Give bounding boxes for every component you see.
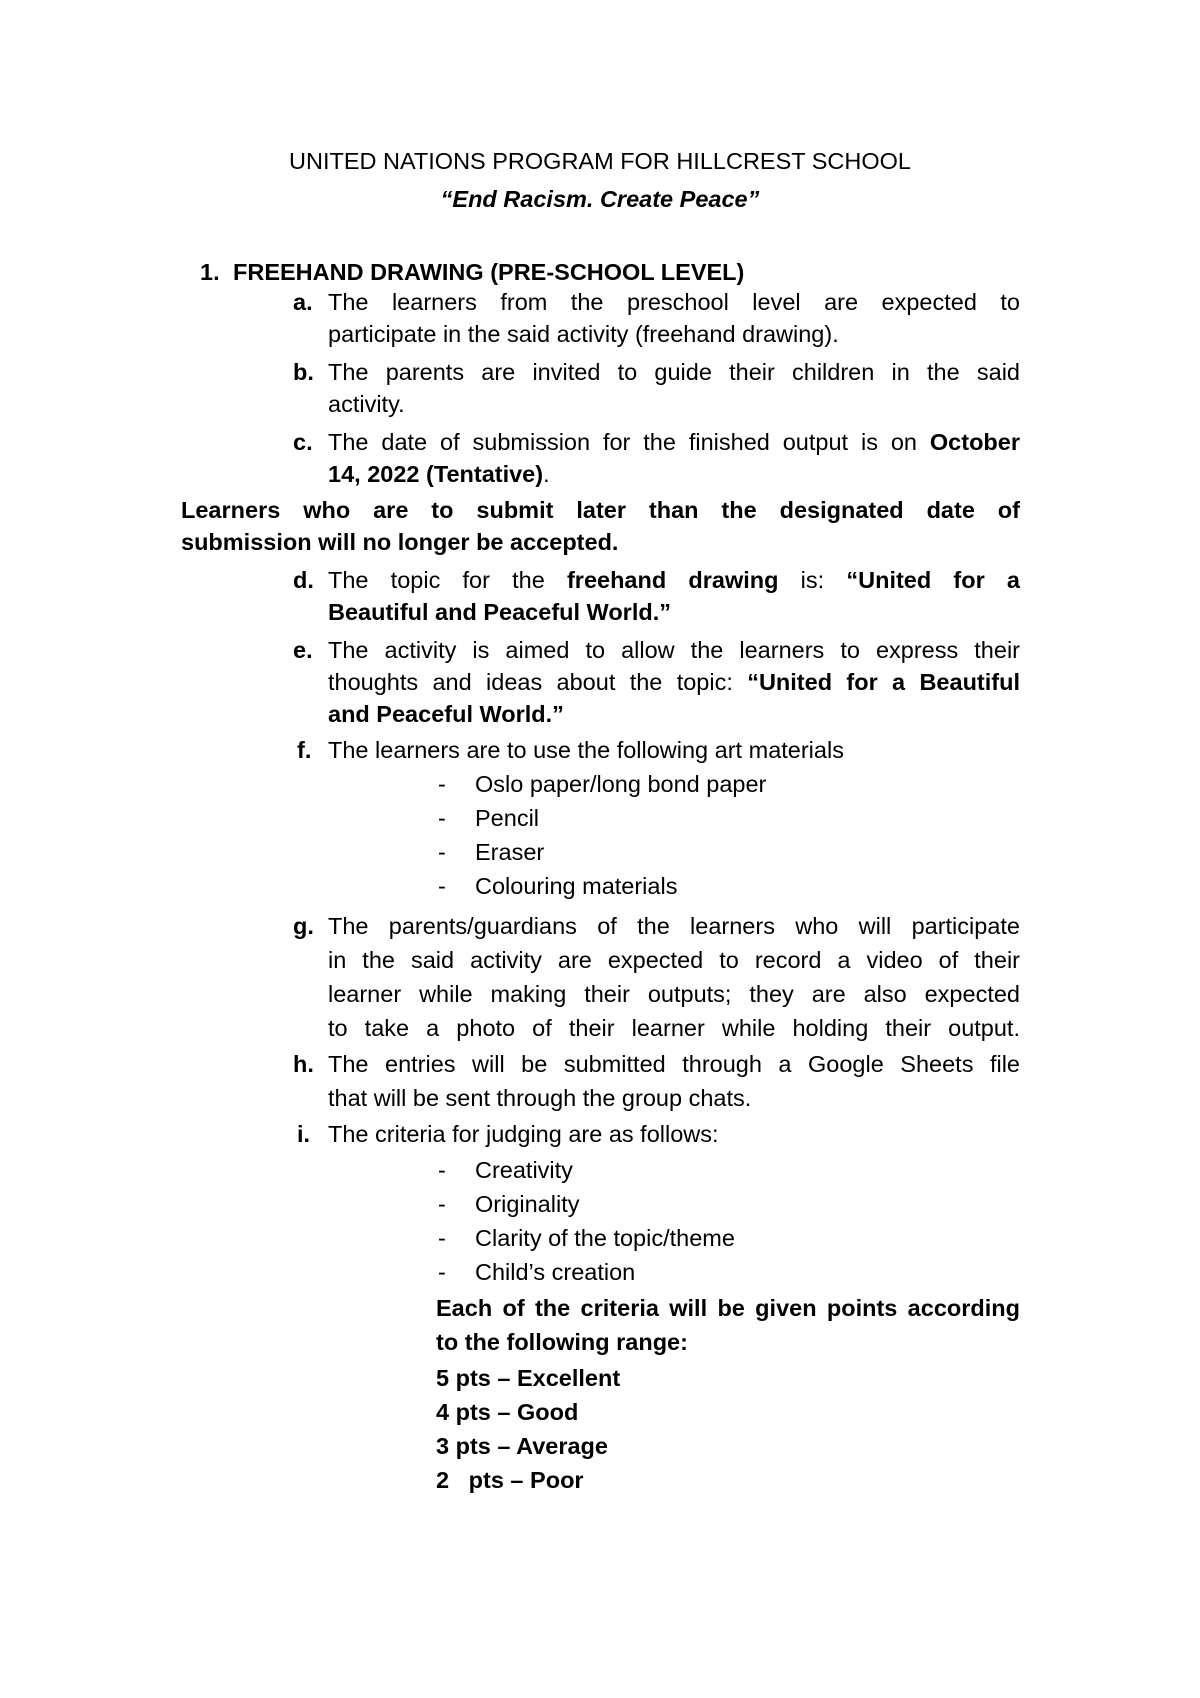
material-dash: - [438, 771, 446, 797]
item-f-line1: The learners are to use the following art materials [328, 737, 844, 763]
material-item: Pencil [475, 805, 540, 831]
item-c-period: . [543, 461, 550, 487]
item-e-line3: and Peaceful World.” [328, 701, 564, 727]
item-d-freehand: freehand drawing [566, 567, 779, 593]
item-b-line1: The parents are invited to guide their children in the said [328, 359, 1020, 385]
item-g-line2: in the said activity are expected to record a video of their [328, 947, 1020, 973]
late-submission-warning-line1: Learners who are to submit later than the designated date of [181, 497, 1020, 523]
item-d-label: d. [293, 567, 314, 593]
late-submission-warning-line2: submission will no longer be accepted. [181, 529, 619, 555]
item-e-line2 [328, 666, 1020, 698]
section-heading: FREEHAND DRAWING (PRE-SCHOOL LEVEL) [233, 259, 745, 285]
item-h-line2: that will be sent through the group chats. [328, 1085, 752, 1111]
item-g-line4: to take a photo of their learner while holding their output. [328, 1015, 1020, 1041]
item-e-line1: The activity is aimed to allow the learners to express their [328, 637, 1020, 663]
item-b-label: b. [293, 359, 314, 385]
item-c-line1-text: The date of submission for the finished output is on [328, 429, 930, 455]
criteria-item: Clarity of the topic/theme [475, 1225, 735, 1251]
item-g-line1: The parents/guardians of the learners who will participate [328, 913, 1020, 939]
criteria-item: Child’s creation [475, 1259, 636, 1285]
item-e-topic-start: “United for a Beautiful [747, 669, 1020, 695]
material-item: Oslo paper/long bond paper [475, 771, 767, 797]
criteria-dash: - [438, 1225, 446, 1251]
item-d-line1 [328, 564, 1020, 596]
item-c-date: 14, 2022 (Tentative) [328, 461, 544, 487]
item-a-line2: participate in the said activity (freehand drawing). [328, 321, 839, 347]
item-c-date-month: October [929, 429, 1020, 455]
points-item: 2 pts – Poor [436, 1467, 584, 1493]
item-h-line1: The entries will be submitted through a Google Sheets file [328, 1051, 1020, 1077]
item-d-topic-start: “United for a [846, 567, 1020, 593]
item-c-line2 [328, 458, 550, 490]
item-f-label: f. [297, 737, 312, 763]
criteria-item: Creativity [475, 1157, 573, 1183]
item-d-line2: Beautiful and Peaceful World.” [328, 599, 671, 625]
criteria-dash: - [438, 1157, 446, 1183]
points-intro-line1: Each of the criteria will be given points according [436, 1295, 1020, 1321]
material-item: Eraser [475, 839, 545, 865]
document-title: UNITED NATIONS PROGRAM FOR HILLCREST SCHOOL [289, 148, 911, 174]
points-item: 4 pts – Good [436, 1399, 579, 1425]
item-a-line1: The learners from the preschool level are expected to [328, 289, 1020, 315]
item-i-label: i. [297, 1121, 311, 1147]
item-g-label: g. [293, 913, 314, 939]
item-d-text2: is: [778, 567, 847, 593]
item-c-line1 [328, 426, 1020, 458]
item-i-line1: The criteria for judging are as follows: [328, 1121, 719, 1147]
criteria-dash: - [438, 1259, 446, 1285]
points-item: 5 pts – Excellent [436, 1365, 621, 1391]
item-e-label: e. [293, 637, 313, 663]
material-dash: - [438, 839, 446, 865]
item-h-label: h. [293, 1051, 314, 1077]
criteria-item: Originality [475, 1191, 580, 1217]
document-subtitle: “End Racism. Create Peace” [440, 186, 760, 212]
material-dash: - [438, 873, 446, 899]
material-item: Colouring materials [475, 873, 678, 899]
material-dash: - [438, 805, 446, 831]
item-g-line3: learner while making their outputs; they are also expected [328, 981, 1020, 1007]
criteria-dash: - [438, 1191, 446, 1217]
item-b-line2: activity. [328, 391, 405, 417]
item-a-label: a. [293, 289, 313, 315]
section-number: 1. [200, 259, 220, 285]
item-e-text: thoughts and ideas about the topic: [328, 669, 748, 695]
points-item: 3 pts – Average [436, 1433, 608, 1459]
item-d-text1: The topic for the [328, 567, 567, 593]
points-intro-line2: to the following range: [436, 1329, 688, 1355]
item-c-label: c. [293, 429, 313, 455]
